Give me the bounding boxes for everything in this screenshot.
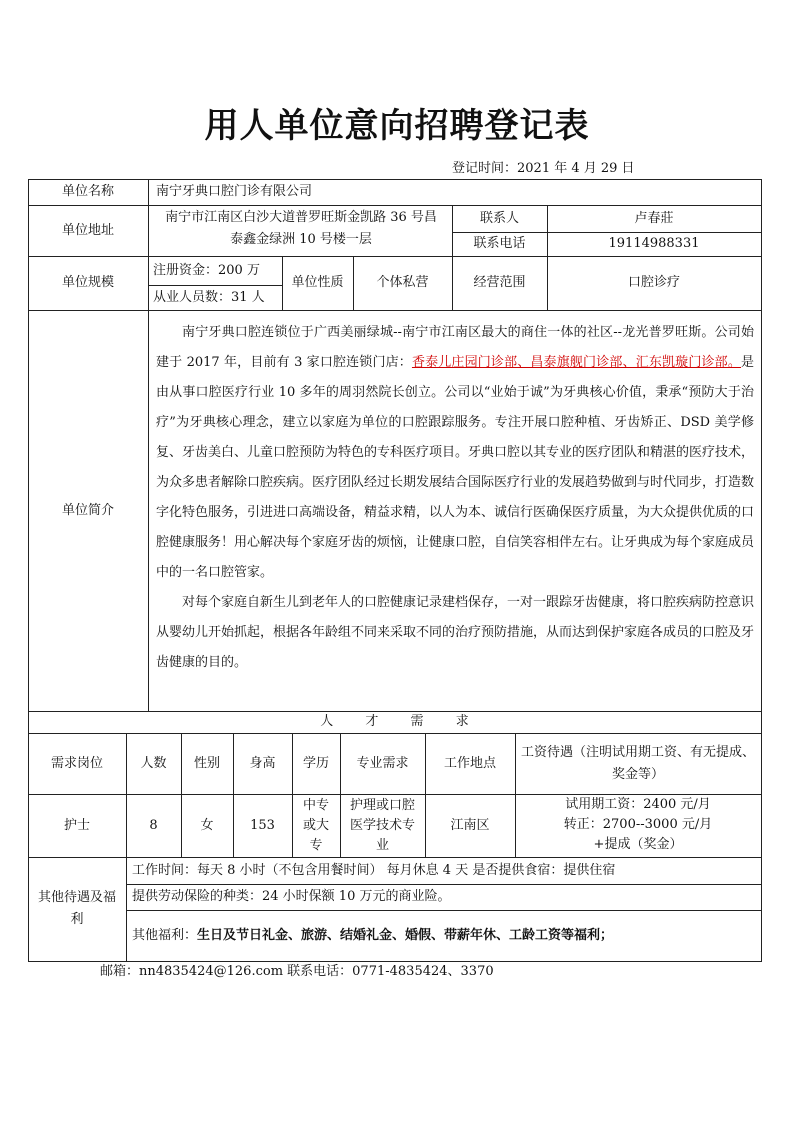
company-intro-label: 单位简介 <box>61 502 114 518</box>
benefits-insurance: 提供劳动保险的种类：24 小时保额 10 万元的商业险。 <box>132 889 451 904</box>
address-line-1: 南宁市江南区白沙大道普罗旺斯金凯路 36 号昌 <box>165 210 437 225</box>
registered-capital: 注册资金：200 万 <box>153 262 260 278</box>
table-border <box>761 179 762 962</box>
salary-bonus: +提成（奖金） <box>593 837 683 852</box>
company-name: 南宁牙典口腔门诊有限公司 <box>156 184 313 199</box>
row-count: 8 <box>149 817 158 833</box>
row-gender: 女 <box>200 817 214 833</box>
company-intro <box>156 318 754 678</box>
header-location: 工作地点 <box>443 755 496 771</box>
row-location: 江南区 <box>450 817 490 833</box>
business-scope-label: 经营范围 <box>473 275 526 290</box>
talent-demand-heading: 人 才 需 求 <box>320 714 469 729</box>
intro-paragraph-1: 南宁牙典口腔连锁位于广西美丽绿城--南宁市江南区最大的商住一体的社区--龙光普罗旺斯。公司始建于 2017 年，目前有 3 家口腔连锁门店：香泰儿庄园门诊部、昌泰旗舰门诊部、汇东凯璇门诊部。是由从事口腔医疗行业 10 多年的周羽然院长创立。公司以“业始于诚”为牙典核心价值，秉承“预防大于治疗”为牙典核心理念，建立以家庭为单位的口腔跟踪服务。专注开展口腔种植、牙齿矫正、DSD 美学修复、牙齿美白、儿童口腔预防为特色的专科医疗项目。牙典口腔以其专业的医疗团队和精湛的医疗技术，为众多患者解除口腔疾病。医疗团队经过长期发展结合国际医疗行业的发展趋势做到与时代同步，打造数字化特色服务，引进进口高端设备，精益求精，以人为本、诚信行医确保医疗质量，为大众提供优质的口腔健康服务！用心解决每个家庭牙齿的烦恼，让健康口腔，自信笑容相伴左右。让牙典成为每个家庭成员中的一名口腔管家。 <box>156 325 755 580</box>
row-major: 护理或口腔医学技术专业 <box>349 797 415 853</box>
address-line-2: 泰鑫金绿洲 10 号楼一层 <box>230 232 372 247</box>
registration-date: 登记时间：2021 年 4 月 29 日 <box>452 161 635 176</box>
page-title: 用人单位意向招聘登记表 <box>204 106 590 146</box>
business-scope: 口腔诊疗 <box>627 275 680 290</box>
table-border <box>28 961 762 962</box>
benefits-other-prefix: 其他福利： <box>132 927 198 943</box>
salary-probation: 试用期工资：2400 元/月 <box>565 797 711 812</box>
company-name-label: 单位名称 <box>61 184 114 199</box>
benefits-other-list: 生日及节日礼金、旅游、结婚礼金、婚假、带薪年休、工龄工资等福利； <box>197 927 614 943</box>
header-position: 需求岗位 <box>50 755 103 771</box>
company-nature: 个体私营 <box>376 275 429 290</box>
company-nature-label: 单位性质 <box>291 275 344 290</box>
header-count: 人数 <box>140 755 167 771</box>
benefits-work-hours: 工作时间：每天 8 小时（不包含用餐时间） 每月休息 4 天 是否提供食宿：提供住宿 <box>132 862 616 878</box>
salary-regular: 转正：2700--3000 元/月 <box>563 817 713 832</box>
contact-label: 联系人 <box>479 210 519 226</box>
phone-label: 联系电话 <box>473 236 526 251</box>
header-major: 专业需求 <box>356 755 409 771</box>
company-address <box>150 207 452 255</box>
row-height: 153 <box>250 817 275 833</box>
header-gender: 性别 <box>193 755 220 771</box>
branch-list: 香泰儿庄园门诊部、昌泰旗舰门诊部、汇东凯璇门诊部。 <box>411 355 741 370</box>
company-address-label: 单位地址 <box>61 222 114 238</box>
company-scale-label: 单位规模 <box>61 275 114 290</box>
contact-phone: 19114988331 <box>608 236 700 251</box>
staff-count: 从业人员数：31 人 <box>153 289 265 305</box>
row-education: 中专或大专 <box>302 797 329 853</box>
footer-contact: 邮箱：nn4835424@126.com 联系电话：0771-4835424、3370 <box>100 964 494 979</box>
header-education: 学历 <box>302 755 329 771</box>
benefits-other <box>126 910 761 961</box>
row-position: 护士 <box>63 817 90 833</box>
intro-paragraph-2: 对每个家庭自新生儿到老年人的口腔健康记录建档保存，一对一跟踪牙齿健康，将口腔疾病防控意识从婴幼儿开始抓起，根据各年龄组不同来采取不同的治疗预防措施，从而达到保护家庭各成员的口腔及牙齿健康的目的。 <box>156 595 755 670</box>
header-salary: 工资待遇（注明试用期工资、有无提成、奖金等） <box>521 744 756 782</box>
row-salary <box>515 795 761 857</box>
header-height: 身高 <box>249 755 276 771</box>
benefits-label: 其他待遇及福利 <box>37 890 116 927</box>
contact-person: 卢春莊 <box>634 210 674 226</box>
